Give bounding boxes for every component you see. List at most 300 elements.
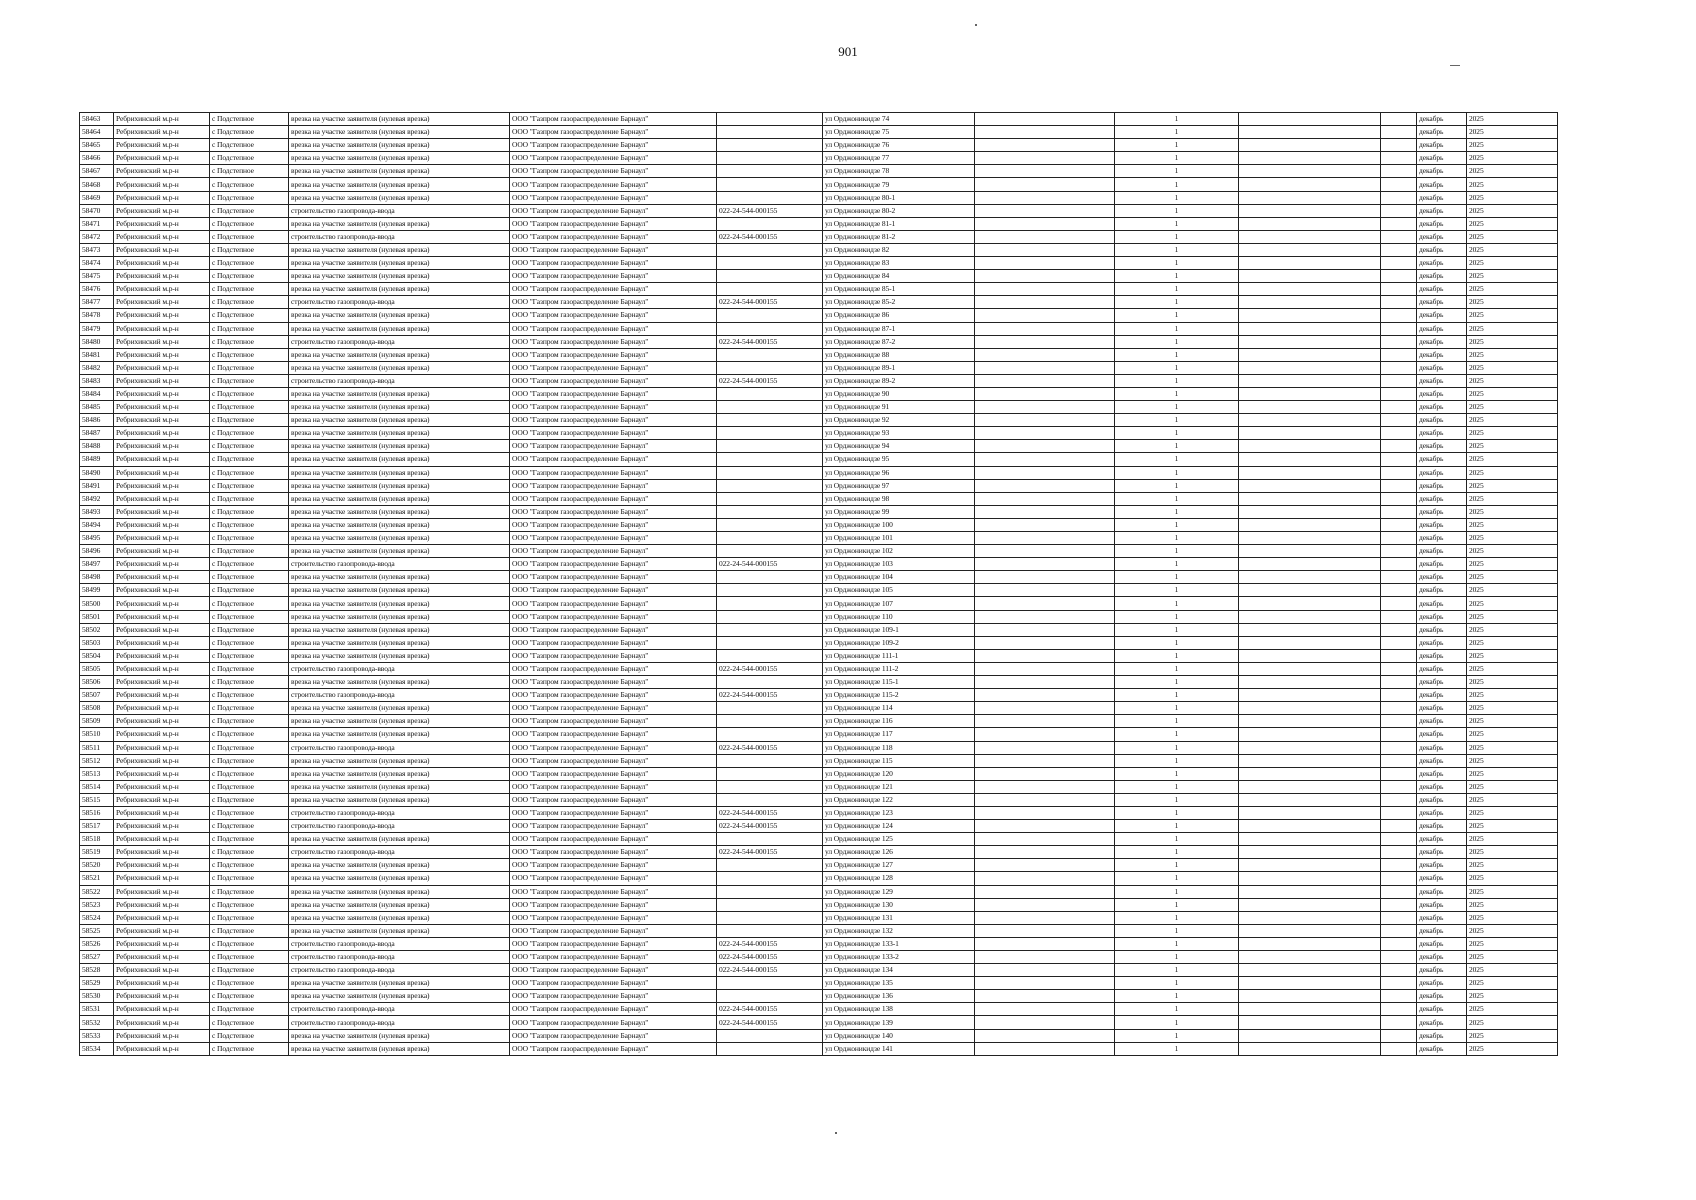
table-row	[80, 584, 1558, 597]
table-row	[80, 780, 1558, 793]
cell-empty	[1239, 558, 1381, 571]
cell-organization: ООО "Газпром газораспределение Барнаул"	[510, 217, 717, 230]
cell-organization: ООО "Газпром газораспределение Барнаул"	[510, 505, 717, 518]
cell-settlement: с Подстепное	[210, 113, 289, 126]
cell-year: 2025	[1467, 571, 1558, 584]
cell-document-number	[717, 885, 823, 898]
cell-quantity: 1	[1115, 139, 1239, 152]
cell-address: ул Орджоникидзе 93	[823, 427, 975, 440]
cell-organization: ООО "Газпром газораспределение Барнаул"	[510, 676, 717, 689]
cell-settlement: с Подстепное	[210, 126, 289, 139]
cell-month: декабрь	[1417, 623, 1467, 636]
cell-work-type: врезка на участке заявителя (нулевая врезка)	[289, 361, 510, 374]
cell-empty	[975, 191, 1115, 204]
cell-work-type: врезка на участке заявителя (нулевая врезка)	[289, 649, 510, 662]
cell-empty	[1381, 767, 1417, 780]
cell-work-type: врезка на участке заявителя (нулевая врезка)	[289, 545, 510, 558]
cell-district: Ребрихинский м.р-н	[114, 584, 210, 597]
cell-document-number	[717, 518, 823, 531]
cell-settlement: с Подстепное	[210, 636, 289, 649]
cell-document-number	[717, 924, 823, 937]
cell-district: Ребрихинский м.р-н	[114, 597, 210, 610]
cell-address: ул Орджоникидзе 101	[823, 532, 975, 545]
cell-empty	[1239, 689, 1381, 702]
cell-document-number	[717, 257, 823, 270]
cell-work-type: врезка на участке заявителя (нулевая врезка)	[289, 257, 510, 270]
table-row	[80, 139, 1558, 152]
cell-month: декабрь	[1417, 401, 1467, 414]
cell-empty	[1381, 270, 1417, 283]
cell-quantity: 1	[1115, 820, 1239, 833]
cell-settlement: с Подстепное	[210, 335, 289, 348]
cell-document-number	[717, 165, 823, 178]
cell-empty	[1239, 820, 1381, 833]
cell-empty	[1239, 492, 1381, 505]
cell-organization: ООО "Газпром газораспределение Барнаул"	[510, 872, 717, 885]
cell-month: декабрь	[1417, 257, 1467, 270]
cell-document-number: 022-24-544-000155	[717, 806, 823, 819]
cell-record-number: 58514	[80, 780, 114, 793]
cell-document-number: 022-24-544-000155	[717, 662, 823, 675]
cell-address: ул Орджоникидзе 109-2	[823, 636, 975, 649]
table-row	[80, 977, 1558, 990]
table-row	[80, 361, 1558, 374]
cell-work-type: строительство газопровода-ввода	[289, 296, 510, 309]
cell-record-number: 58480	[80, 335, 114, 348]
table-row	[80, 165, 1558, 178]
cell-empty	[1239, 505, 1381, 518]
cell-work-type: врезка на участке заявителя (нулевая врезка)	[289, 414, 510, 427]
cell-empty	[1239, 676, 1381, 689]
cell-document-number: 022-24-544-000155	[717, 846, 823, 859]
cell-organization: ООО "Газпром газораспределение Барнаул"	[510, 518, 717, 531]
cell-district: Ребрихинский м.р-н	[114, 702, 210, 715]
cell-work-type: врезка на участке заявителя (нулевая врезка)	[289, 309, 510, 322]
cell-empty	[1381, 990, 1417, 1003]
cell-empty	[1381, 545, 1417, 558]
cell-work-type: строительство газопровода-ввода	[289, 230, 510, 243]
table-row	[80, 937, 1558, 950]
cell-address: ул Орджоникидзе 125	[823, 833, 975, 846]
table-row	[80, 951, 1558, 964]
cell-address: ул Орджоникидзе 90	[823, 387, 975, 400]
cell-empty	[1239, 1042, 1381, 1055]
cell-organization: ООО "Газпром газораспределение Барнаул"	[510, 754, 717, 767]
table-row	[80, 283, 1558, 296]
cell-quantity: 1	[1115, 924, 1239, 937]
cell-document-number	[717, 833, 823, 846]
cell-address: ул Орджоникидзе 118	[823, 741, 975, 754]
cell-record-number: 58534	[80, 1042, 114, 1055]
cell-organization: ООО "Газпром газораспределение Барнаул"	[510, 178, 717, 191]
cell-empty	[1239, 270, 1381, 283]
cell-year: 2025	[1467, 322, 1558, 335]
cell-year: 2025	[1467, 964, 1558, 977]
table-row	[80, 1029, 1558, 1042]
cell-settlement: с Подстепное	[210, 964, 289, 977]
cell-address: ул Орджоникидзе 96	[823, 466, 975, 479]
cell-settlement: с Подстепное	[210, 1016, 289, 1029]
cell-month: декабрь	[1417, 754, 1467, 767]
cell-empty	[975, 401, 1115, 414]
cell-district: Ребрихинский м.р-н	[114, 833, 210, 846]
cell-settlement: с Подстепное	[210, 1042, 289, 1055]
cell-quantity: 1	[1115, 1003, 1239, 1016]
cell-empty	[1381, 414, 1417, 427]
cell-district: Ребрихинский м.р-н	[114, 532, 210, 545]
table-row	[80, 702, 1558, 715]
cell-organization: ООО "Газпром газораспределение Барнаул"	[510, 270, 717, 283]
cell-empty	[975, 636, 1115, 649]
cell-district: Ребрихинский м.р-н	[114, 113, 210, 126]
cell-record-number: 58466	[80, 152, 114, 165]
cell-work-type: врезка на участке заявителя (нулевая врезка)	[289, 283, 510, 296]
cell-address: ул Орджоникидзе 88	[823, 348, 975, 361]
table-row	[80, 990, 1558, 1003]
cell-settlement: с Подстепное	[210, 243, 289, 256]
cell-settlement: с Подстепное	[210, 492, 289, 505]
table-row	[80, 217, 1558, 230]
table-row	[80, 623, 1558, 636]
cell-settlement: с Подстепное	[210, 558, 289, 571]
cell-settlement: с Подстепное	[210, 872, 289, 885]
cell-record-number: 58497	[80, 558, 114, 571]
cell-quantity: 1	[1115, 479, 1239, 492]
cell-settlement: с Подстепное	[210, 1029, 289, 1042]
cell-year: 2025	[1467, 662, 1558, 675]
cell-record-number: 58517	[80, 820, 114, 833]
cell-month: декабрь	[1417, 427, 1467, 440]
cell-empty	[975, 715, 1115, 728]
scan-speck	[975, 24, 977, 26]
cell-district: Ребрихинский м.р-н	[114, 152, 210, 165]
cell-year: 2025	[1467, 427, 1558, 440]
cell-organization: ООО "Газпром газораспределение Барнаул"	[510, 623, 717, 636]
cell-empty	[975, 466, 1115, 479]
cell-settlement: с Подстепное	[210, 230, 289, 243]
cell-settlement: с Подстепное	[210, 793, 289, 806]
cell-record-number: 58521	[80, 872, 114, 885]
cell-empty	[975, 767, 1115, 780]
cell-district: Ребрихинский м.р-н	[114, 767, 210, 780]
cell-address: ул Орджоникидзе 114	[823, 702, 975, 715]
table-row	[80, 401, 1558, 414]
cell-organization: ООО "Газпром газораспределение Барнаул"	[510, 427, 717, 440]
cell-month: декабрь	[1417, 793, 1467, 806]
cell-month: декабрь	[1417, 571, 1467, 584]
cell-empty	[1239, 793, 1381, 806]
cell-empty	[975, 990, 1115, 1003]
cell-month: декабрь	[1417, 1003, 1467, 1016]
cell-year: 2025	[1467, 636, 1558, 649]
cell-empty	[975, 505, 1115, 518]
cell-empty	[975, 623, 1115, 636]
cell-empty	[1239, 466, 1381, 479]
cell-district: Ребрихинский м.р-н	[114, 374, 210, 387]
cell-address: ул Орджоникидзе 102	[823, 545, 975, 558]
cell-empty	[1381, 597, 1417, 610]
cell-record-number: 58484	[80, 387, 114, 400]
cell-work-type: врезка на участке заявителя (нулевая врезка)	[289, 597, 510, 610]
cell-document-number	[717, 113, 823, 126]
cell-district: Ребрихинский м.р-н	[114, 806, 210, 819]
table-row	[80, 597, 1558, 610]
cell-empty	[1239, 715, 1381, 728]
cell-address: ул Орджоникидзе 141	[823, 1042, 975, 1055]
cell-settlement: с Подстепное	[210, 296, 289, 309]
cell-empty	[975, 270, 1115, 283]
cell-empty	[1381, 558, 1417, 571]
cell-empty	[1381, 230, 1417, 243]
cell-record-number: 58519	[80, 846, 114, 859]
cell-record-number: 58478	[80, 309, 114, 322]
cell-settlement: с Подстепное	[210, 623, 289, 636]
cell-address: ул Орджоникидзе 99	[823, 505, 975, 518]
cell-organization: ООО "Газпром газораспределение Барнаул"	[510, 440, 717, 453]
cell-organization: ООО "Газпром газораспределение Барнаул"	[510, 937, 717, 950]
cell-settlement: с Подстепное	[210, 532, 289, 545]
cell-settlement: с Подстепное	[210, 387, 289, 400]
cell-empty	[1239, 767, 1381, 780]
cell-empty	[1239, 885, 1381, 898]
cell-empty	[975, 689, 1115, 702]
cell-year: 2025	[1467, 126, 1558, 139]
cell-organization: ООО "Газпром газораспределение Барнаул"	[510, 387, 717, 400]
cell-record-number: 58505	[80, 662, 114, 675]
cell-document-number: 022-24-544-000155	[717, 296, 823, 309]
cell-empty	[1381, 191, 1417, 204]
cell-work-type: строительство газопровода-ввода	[289, 689, 510, 702]
cell-district: Ребрихинский м.р-н	[114, 440, 210, 453]
cell-district: Ребрихинский м.р-н	[114, 518, 210, 531]
cell-record-number: 58479	[80, 322, 114, 335]
cell-year: 2025	[1467, 361, 1558, 374]
cell-district: Ребрихинский м.р-н	[114, 754, 210, 767]
cell-empty	[1381, 846, 1417, 859]
cell-document-number	[717, 780, 823, 793]
cell-month: декабрь	[1417, 348, 1467, 361]
cell-address: ул Орджоникидзе 138	[823, 1003, 975, 1016]
cell-record-number: 58511	[80, 741, 114, 754]
cell-empty	[1381, 440, 1417, 453]
cell-empty	[975, 414, 1115, 427]
cell-quantity: 1	[1115, 152, 1239, 165]
cell-settlement: с Подстепное	[210, 165, 289, 178]
cell-year: 2025	[1467, 152, 1558, 165]
cell-address: ул Орджоникидзе 127	[823, 859, 975, 872]
cell-month: декабрь	[1417, 532, 1467, 545]
cell-month: декабрь	[1417, 374, 1467, 387]
cell-settlement: с Подстепное	[210, 911, 289, 924]
cell-month: декабрь	[1417, 230, 1467, 243]
cell-empty	[1239, 113, 1381, 126]
cell-settlement: с Подстепное	[210, 518, 289, 531]
cell-document-number	[717, 479, 823, 492]
cell-year: 2025	[1467, 702, 1558, 715]
cell-document-number: 022-24-544-000155	[717, 335, 823, 348]
cell-month: декабрь	[1417, 885, 1467, 898]
cell-work-type: врезка на участке заявителя (нулевая врезка)	[289, 139, 510, 152]
table-row	[80, 754, 1558, 767]
cell-record-number: 58527	[80, 951, 114, 964]
cell-month: декабрь	[1417, 728, 1467, 741]
cell-year: 2025	[1467, 309, 1558, 322]
cell-empty	[1381, 309, 1417, 322]
cell-district: Ребрихинский м.р-н	[114, 872, 210, 885]
cell-empty	[1381, 492, 1417, 505]
cell-empty	[1381, 505, 1417, 518]
cell-address: ул Орджоникидзе 115	[823, 754, 975, 767]
cell-address: ул Орджоникидзе 87-1	[823, 322, 975, 335]
cell-empty	[1381, 623, 1417, 636]
cell-document-number: 022-24-544-000155	[717, 1003, 823, 1016]
cell-quantity: 1	[1115, 898, 1239, 911]
cell-document-number	[717, 872, 823, 885]
cell-record-number: 58481	[80, 348, 114, 361]
cell-empty	[975, 309, 1115, 322]
cell-month: декабрь	[1417, 990, 1467, 1003]
cell-quantity: 1	[1115, 414, 1239, 427]
table-row	[80, 767, 1558, 780]
cell-district: Ребрихинский м.р-н	[114, 846, 210, 859]
cell-empty	[1381, 532, 1417, 545]
cell-district: Ребрихинский м.р-н	[114, 387, 210, 400]
cell-quantity: 1	[1115, 296, 1239, 309]
cell-work-type: врезка на участке заявителя (нулевая врезка)	[289, 898, 510, 911]
cell-empty	[975, 1029, 1115, 1042]
cell-empty	[975, 243, 1115, 256]
cell-work-type: врезка на участке заявителя (нулевая врезка)	[289, 584, 510, 597]
cell-record-number: 58469	[80, 191, 114, 204]
cell-record-number: 58494	[80, 518, 114, 531]
cell-settlement: с Подстепное	[210, 951, 289, 964]
cell-quantity: 1	[1115, 532, 1239, 545]
cell-work-type: строительство газопровода-ввода	[289, 846, 510, 859]
cell-empty	[1239, 911, 1381, 924]
cell-address: ул Орджоникидзе 89-2	[823, 374, 975, 387]
cell-work-type: врезка на участке заявителя (нулевая врезка)	[289, 623, 510, 636]
cell-year: 2025	[1467, 780, 1558, 793]
cell-quantity: 1	[1115, 584, 1239, 597]
cell-settlement: с Подстепное	[210, 898, 289, 911]
cell-year: 2025	[1467, 217, 1558, 230]
table-row	[80, 1042, 1558, 1055]
cell-document-number	[717, 649, 823, 662]
cell-empty	[975, 178, 1115, 191]
cell-document-number	[717, 440, 823, 453]
cell-empty	[1381, 217, 1417, 230]
cell-record-number: 58464	[80, 126, 114, 139]
cell-month: декабрь	[1417, 453, 1467, 466]
cell-settlement: с Подстепное	[210, 1003, 289, 1016]
cell-district: Ребрихинский м.р-н	[114, 977, 210, 990]
cell-address: ул Орджоникидзе 120	[823, 767, 975, 780]
cell-address: ул Орджоникидзе 129	[823, 885, 975, 898]
cell-work-type: врезка на участке заявителя (нулевая врезка)	[289, 348, 510, 361]
cell-address: ул Орджоникидзе 87-2	[823, 335, 975, 348]
cell-empty	[975, 230, 1115, 243]
cell-empty	[1381, 911, 1417, 924]
cell-month: декабрь	[1417, 859, 1467, 872]
cell-organization: ООО "Газпром газораспределение Барнаул"	[510, 689, 717, 702]
cell-year: 2025	[1467, 479, 1558, 492]
cell-year: 2025	[1467, 990, 1558, 1003]
cell-year: 2025	[1467, 518, 1558, 531]
cell-quantity: 1	[1115, 911, 1239, 924]
cell-empty	[1381, 283, 1417, 296]
cell-document-number	[717, 1042, 823, 1055]
cell-quantity: 1	[1115, 859, 1239, 872]
cell-address: ул Орджоникидзе 123	[823, 806, 975, 819]
scan-mark	[1450, 65, 1460, 66]
cell-document-number	[717, 990, 823, 1003]
cell-address: ул Орджоникидзе 115-1	[823, 676, 975, 689]
cell-quantity: 1	[1115, 387, 1239, 400]
cell-settlement: с Подстепное	[210, 597, 289, 610]
cell-record-number: 58522	[80, 885, 114, 898]
cell-work-type: строительство газопровода-ввода	[289, 558, 510, 571]
table-row	[80, 846, 1558, 859]
cell-quantity: 1	[1115, 165, 1239, 178]
cell-month: декабрь	[1417, 977, 1467, 990]
cell-empty	[975, 361, 1115, 374]
cell-quantity: 1	[1115, 702, 1239, 715]
cell-settlement: с Подстепное	[210, 440, 289, 453]
cell-year: 2025	[1467, 793, 1558, 806]
cell-district: Ребрихинский м.р-н	[114, 139, 210, 152]
cell-settlement: с Подстепное	[210, 833, 289, 846]
cell-address: ул Орджоникидзе 77	[823, 152, 975, 165]
cell-record-number: 58493	[80, 505, 114, 518]
cell-quantity: 1	[1115, 518, 1239, 531]
table-row	[80, 820, 1558, 833]
cell-district: Ребрихинский м.р-н	[114, 558, 210, 571]
cell-quantity: 1	[1115, 217, 1239, 230]
cell-address: ул Орджоникидзе 98	[823, 492, 975, 505]
cell-work-type: врезка на участке заявителя (нулевая врезка)	[289, 126, 510, 139]
cell-work-type: врезка на участке заявителя (нулевая врезка)	[289, 780, 510, 793]
cell-settlement: с Подстепное	[210, 571, 289, 584]
table-row	[80, 924, 1558, 937]
cell-address: ул Орджоникидзе 133-2	[823, 951, 975, 964]
cell-district: Ребрихинский м.р-н	[114, 230, 210, 243]
cell-quantity: 1	[1115, 977, 1239, 990]
cell-district: Ребрихинский м.р-н	[114, 453, 210, 466]
table-row	[80, 885, 1558, 898]
cell-empty	[1239, 191, 1381, 204]
cell-month: декабрь	[1417, 322, 1467, 335]
cell-empty	[1239, 597, 1381, 610]
table-row	[80, 741, 1558, 754]
cell-quantity: 1	[1115, 545, 1239, 558]
cell-work-type: врезка на участке заявителя (нулевая врезка)	[289, 924, 510, 937]
cell-month: декабрь	[1417, 361, 1467, 374]
cell-organization: ООО "Газпром газораспределение Барнаул"	[510, 492, 717, 505]
cell-month: декабрь	[1417, 1016, 1467, 1029]
table-row	[80, 243, 1558, 256]
cell-document-number: 022-24-544-000155	[717, 820, 823, 833]
cell-empty	[1239, 545, 1381, 558]
cell-empty	[975, 348, 1115, 361]
cell-empty	[1381, 872, 1417, 885]
cell-work-type: врезка на участке заявителя (нулевая врезка)	[289, 859, 510, 872]
cell-year: 2025	[1467, 676, 1558, 689]
cell-empty	[1239, 951, 1381, 964]
cell-empty	[1239, 846, 1381, 859]
cell-empty	[1239, 257, 1381, 270]
cell-document-number	[717, 1029, 823, 1042]
cell-document-number	[717, 139, 823, 152]
